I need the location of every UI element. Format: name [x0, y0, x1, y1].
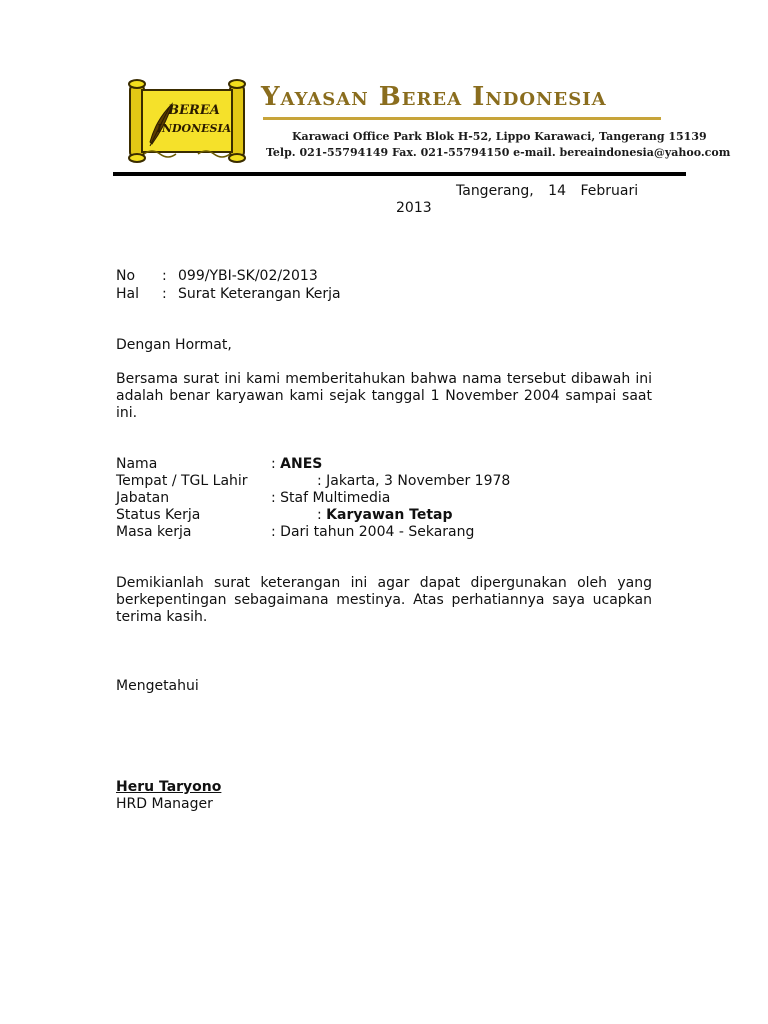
field-value-position — [271, 490, 390, 507]
field-value-tenure — [271, 524, 474, 541]
acknowledgement: Mengetahui — [116, 678, 199, 694]
field-label-name: Nama — [116, 456, 158, 472]
opening-paragraph: Bersama surat ini kami memberitahukan bahwa nama tersebut dibawah ini adalah benar karyawan kami sejak tanggal 1 November 2004 sampai saat ini. — [116, 371, 652, 421]
signer-name: Heru Taryono — [116, 779, 222, 795]
letterhead-gold-rule — [263, 117, 661, 120]
job-position: Staf Multimedia — [280, 490, 391, 506]
salutation: Dengan Hormat, — [116, 337, 232, 353]
letterhead — [116, 76, 731, 170]
closing-paragraph: Demikianlah surat keterangan ini agar dapat dipergunakan oleh yang berkepentingan sebagaimana mestinya. Atas perhatiannya saya ucapkan terima kasih. — [116, 575, 652, 625]
birth-place-date: Jakarta, 3 November 1978 — [326, 473, 511, 489]
field-colon: : — [271, 490, 281, 506]
organization-name: Yayasan Berea Indonesia — [261, 82, 607, 112]
field-colon: : — [317, 473, 327, 489]
svg-text:INDONESIA: INDONESIA — [156, 122, 232, 135]
organization-contact: Telp. 021-55794149 Fax. 021-55794150 e-mail. bereaindonesia@yahoo.com — [266, 146, 731, 159]
field-label-tenure: Masa kerja — [116, 524, 192, 540]
field-colon: : — [271, 524, 281, 540]
field-value-name — [271, 456, 322, 473]
reference-number-label: No — [116, 268, 136, 284]
letterhead-divider — [113, 172, 686, 176]
work-tenure: Dari tahun 2004 - Sekarang — [280, 524, 475, 540]
subject-value: Surat Keterangan Kerja — [178, 286, 341, 302]
berea-scroll-logo — [124, 78, 250, 164]
field-value-birth — [317, 473, 510, 490]
organization-address: Karawaci Office Park Blok H-52, Lippo Karawaci, Tangerang 15139 — [292, 130, 707, 143]
employee-name: ANES — [280, 456, 323, 472]
field-label-birth: Tempat / TGL Lahir — [116, 473, 248, 489]
svg-text:BEREA: BEREA — [168, 103, 220, 118]
field-colon: : — [271, 456, 281, 472]
letter-date-line2: 2013 — [396, 200, 432, 216]
employment-status: Karyawan Tetap — [326, 507, 453, 523]
reference-number-colon: : — [162, 268, 167, 284]
letter-date-line1: Tangerang, 14 Februari — [456, 183, 639, 199]
field-label-status: Status Kerja — [116, 507, 201, 523]
field-label-position: Jabatan — [116, 490, 170, 506]
reference-number-value: 099/YBI-SK/02/2013 — [178, 268, 318, 284]
signer-title: HRD Manager — [116, 796, 213, 812]
field-value-status — [317, 507, 453, 524]
subject-colon: : — [162, 286, 167, 302]
subject-label: Hal — [116, 286, 139, 302]
field-colon: : — [317, 507, 327, 523]
